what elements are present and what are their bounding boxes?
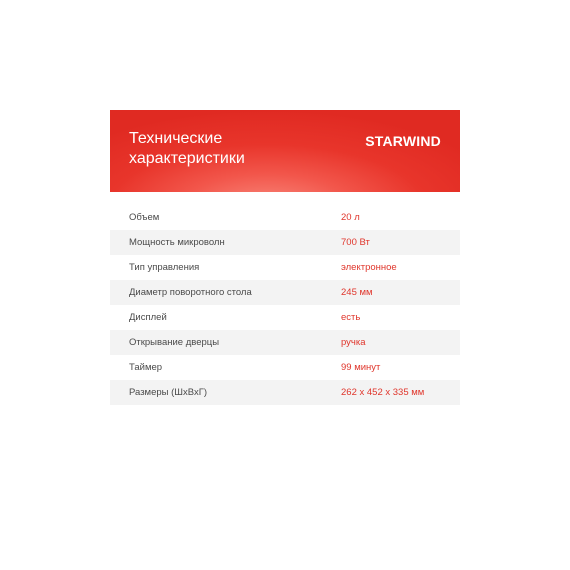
spec-value: есть [341,312,361,323]
spec-value: 700 Вт [341,237,370,248]
spec-value: ручка [341,337,366,348]
header-title [129,129,299,169]
spec-name: Объем [129,212,160,223]
spec-card [110,110,460,460]
spec-name: Диаметр поворотного стола [129,287,252,298]
spec-value: 262 х 452 х 335 мм [341,387,425,398]
spec-name: Дисплей [129,312,167,323]
spec-row [110,280,460,305]
spec-table [110,205,460,405]
spec-value: электронное [341,262,397,273]
spec-row [110,255,460,280]
spec-row [110,230,460,255]
spec-header [110,110,460,192]
spec-row [110,305,460,330]
spec-row [110,380,460,405]
spec-name: Тип управления [129,262,200,273]
spec-name: Мощность микроволн [129,237,225,248]
spec-row [110,355,460,380]
spec-value: 99 минут [341,362,381,373]
spec-name: Открывание дверцы [129,337,220,348]
spec-value: 20 л [341,212,360,223]
brand-logo: STARWIND [365,133,441,149]
spec-name: Размеры (ШхВхГ) [129,387,208,398]
spec-row [110,205,460,230]
header-title-line2: характеристики [129,150,245,167]
spec-row [110,330,460,355]
spec-name: Таймер [129,362,163,373]
spec-value: 245 мм [341,287,373,298]
header-title-line1: Технические [129,130,223,147]
